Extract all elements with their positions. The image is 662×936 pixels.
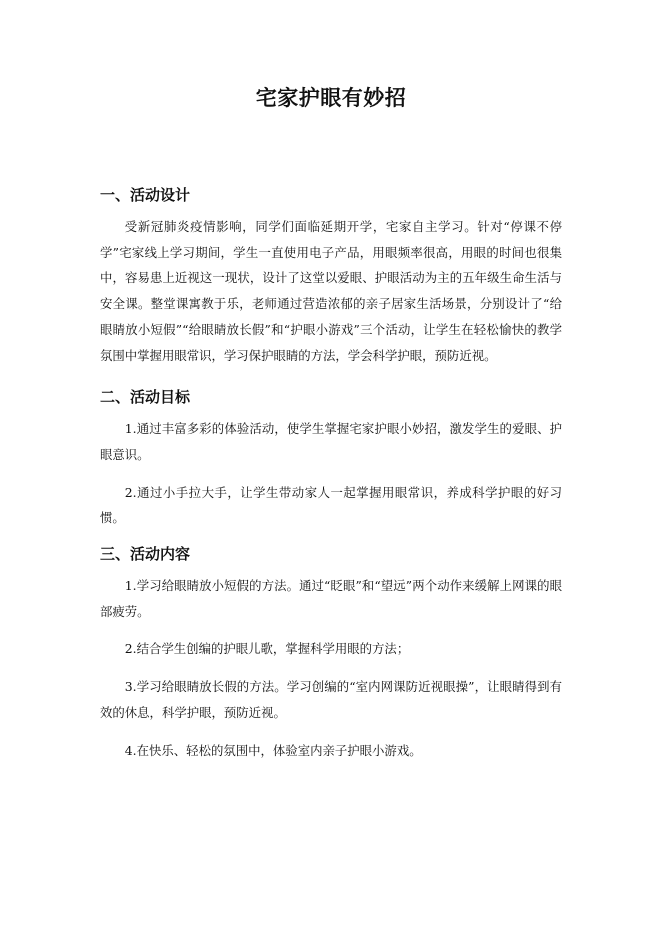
goal-item: 1.通过丰富多彩的体验活动，使学生掌握宅家护眼小妙招，激发学生的爱眼、护眼意识。 <box>100 421 562 462</box>
section-paragraph: 受新冠肺炎疫情影响，同学们面临延期开学，宅家自主学习。针对“停课不停学”宅家线上学习期间，学生一直使用电子产品，用眼频率很高，用眼的时间也很集中，容易患上近视这一现状，设计了这堂以爱眼、护眼活动为主的五年级生命生活与安全课。整堂课寓教于乐，老师通过营造浓郁的亲子居家生活场景，分别设计了“给眼睛放小短假”“给眼睛放长假”和“护眼小游戏”三个活动，让学生在轻松愉快的教学氛围中掌握用眼常识，学习保护眼睛的方法，学会科学护眼，预防近视。 <box>100 219 562 363</box>
content-item: 4.在快乐、轻松的氛围中，体验室内亲子护眼小游戏。 <box>124 742 422 758</box>
goal-item: 2.通过小手拉大手，让学生带动家人一起掌握用眼常识，养成科学护眼的好习惯。 <box>100 484 562 526</box>
content-item: 3.学习给眼睛放长假的方法。学习创编的“室内网课防近视眼操”，让眼睛得到有效的休息，科学护眼，预防近视。 <box>100 679 562 720</box>
section-heading: 二、活动目标 <box>100 388 191 407</box>
section-activity-content <box>100 543 562 763</box>
section-heading: 一、活动设计 <box>100 186 191 204</box>
content-item: 2.结合学生创编的护眼儿歌，掌握科学用眼的方法； <box>124 641 410 657</box>
section-heading: 三、活动内容 <box>100 545 191 564</box>
document-title: 宅家护眼有妙招 <box>255 86 407 110</box>
content-item: 1.学习给眼睛放小短假的方法。通过“眨眼”和“望远”两个动作来缓解上网课的眼部疲劳。 <box>100 578 562 619</box>
section-activity-goals <box>100 386 562 531</box>
section-activity-design <box>100 184 562 368</box>
